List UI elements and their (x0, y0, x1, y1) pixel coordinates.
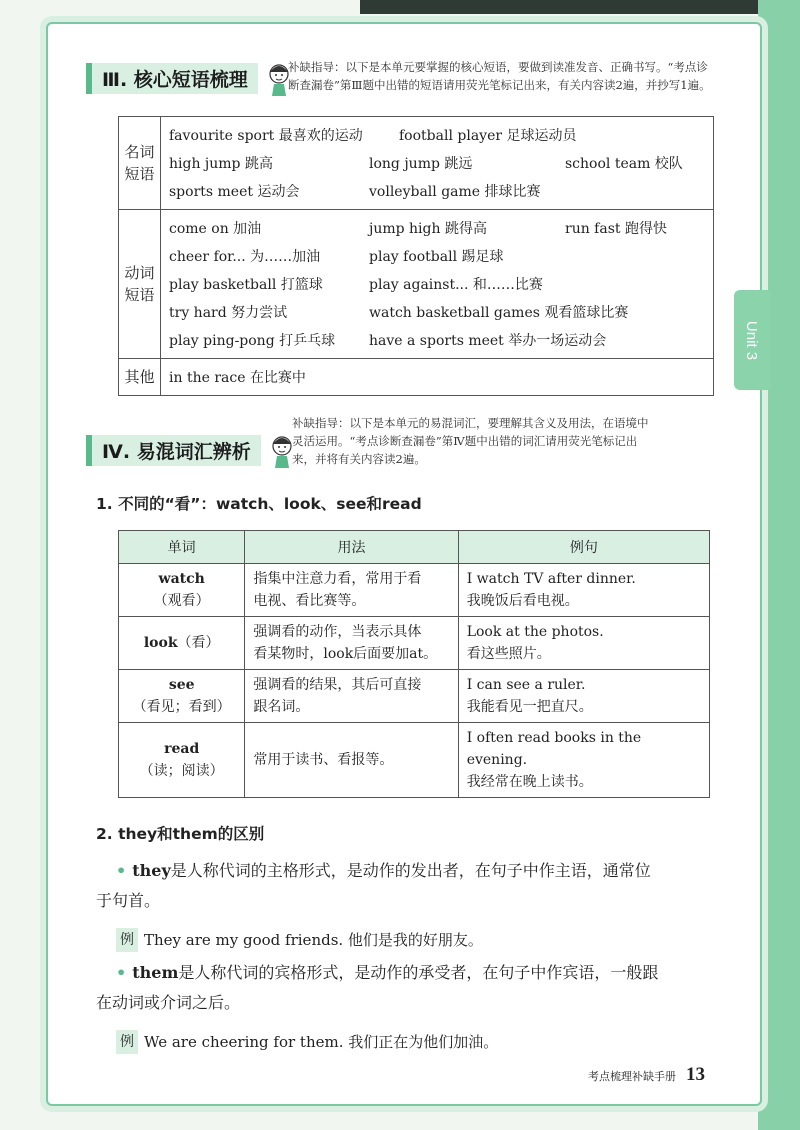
word: watch (158, 571, 205, 587)
phrase: play basketball 打篮球 (169, 277, 323, 293)
phrase-line (169, 177, 705, 205)
example-en: I often read books in the evening. (466, 730, 642, 768)
example-en: I can see a ruler. (466, 677, 586, 693)
category-label: 其他 (124, 368, 155, 386)
point-text: 是人称代词的宾格形式，是动作的承受者，在句子中作宾语，一般跟 (178, 963, 659, 982)
column-header: 例句 (458, 531, 709, 564)
phrase: volleyball game 排球比赛 (369, 184, 541, 200)
column-header: 用法 (245, 531, 458, 564)
phrase: play against... 和……比赛 (369, 277, 543, 293)
word-cell (119, 670, 245, 723)
phrase: school team 校队 (565, 156, 683, 172)
example-cn: 我能看见一把直尺。 (466, 699, 593, 715)
example-cell (458, 723, 709, 798)
phrase-line (169, 214, 705, 242)
section4-title: Ⅳ. 易混词汇辨析 (86, 435, 261, 466)
phrase-cell (161, 359, 714, 396)
example-cell (458, 564, 709, 617)
section4-tip (292, 414, 649, 468)
column-header: 单词 (119, 531, 245, 564)
phrase: high jump 跳高 (169, 156, 273, 172)
phrase: run fast 跑得快 (565, 221, 667, 237)
subheading-1: 1. 不同的“看”：watch、look、see和read (96, 495, 422, 513)
phrase: play ping-pong 打乒乓球 (169, 333, 336, 349)
table-header-row (119, 531, 710, 564)
usage-cell (245, 723, 458, 798)
phrase-line (169, 270, 705, 298)
example-sentence: They are my good friends. 他们是我的好朋友。 (144, 931, 483, 949)
example-tag: 例 (116, 928, 138, 952)
bullet-dot-icon: • (116, 861, 127, 880)
word-meaning: （读；阅读） (139, 763, 224, 779)
usage-line: 电视、看比赛等。 (253, 593, 366, 609)
phrase: favourite sport 最喜欢的运动 (169, 128, 363, 144)
phrase-cell (161, 117, 714, 210)
example-they (116, 928, 483, 952)
phrase: play football 踢足球 (369, 249, 504, 265)
phrase-row-other (119, 359, 714, 396)
bullet-dot-icon: • (116, 963, 127, 982)
top-dark-bar (360, 0, 800, 14)
point-text: 是人称代词的主格形式，是动作的发出者，在句子中作主语，通常位 (170, 861, 651, 880)
phrase-line (169, 326, 705, 354)
table-row (119, 723, 710, 798)
phrase: come on 加油 (169, 221, 262, 237)
key-word: them (132, 963, 179, 982)
section3-tip (288, 58, 711, 94)
word-meaning: （看见；看到） (132, 699, 231, 715)
phrase-line (169, 363, 705, 391)
page-number: 13 (686, 1064, 705, 1085)
phrase-row-noun (119, 117, 714, 210)
tip-line: 补缺指导：以下是本单元要掌握的核心短语，要做到读准发音、正确书写。“考点诊 (288, 60, 708, 74)
page-footer (588, 1064, 705, 1086)
word-cell (119, 564, 245, 617)
section3-header (86, 60, 294, 96)
word-cell (119, 617, 245, 670)
example-en: Look at the photos. (466, 624, 604, 640)
word-cell (119, 723, 245, 798)
usage-line: 指集中注意力看，常用于看 (253, 571, 422, 587)
unit-tab[interactable] (734, 290, 770, 390)
phrase: try hard 努力尝试 (169, 305, 288, 321)
example-en: I watch TV after dinner. (466, 571, 636, 587)
phrase: football player 足球运动员 (399, 128, 577, 144)
tip-line: 补缺指导：以下是本单元的易混词汇，要理解其含义及用法，在语境中 (292, 416, 649, 430)
usage-line: 常用于读书、看报等。 (253, 752, 394, 768)
example-cell (458, 670, 709, 723)
category-label: 短语 (124, 165, 155, 183)
example-sentence: We are cheering for them. 我们正在为他们加油。 (144, 1033, 499, 1051)
table-row (119, 564, 710, 617)
phrase: jump high 跳得高 (369, 221, 487, 237)
footer-title: 考点梳理补缺手册 (588, 1070, 676, 1083)
phrase: have a sports meet 举办一场运动会 (369, 333, 607, 349)
look-words-table (118, 530, 710, 798)
word: look (143, 635, 178, 651)
usage-cell (245, 670, 458, 723)
word-meaning: （观看） (153, 593, 210, 609)
category-cell (119, 117, 161, 210)
usage-cell (245, 564, 458, 617)
example-cell (458, 617, 709, 670)
phrase-cell (161, 210, 714, 359)
point-text: 于句首。 (96, 891, 161, 910)
example-cn: 我经常在晚上读书。 (466, 774, 593, 790)
phrase: watch basketball games 观看篮球比赛 (369, 305, 629, 321)
word-meaning: （看） (177, 635, 220, 651)
category-label: 动词 (124, 264, 155, 282)
phrase-line (169, 121, 705, 149)
usage-line: 强调看的结果，其后可直接 (253, 677, 422, 693)
usage-line: 强调看的动作，当表示具体 (253, 624, 422, 640)
phrase-row-verb (119, 210, 714, 359)
example-cn: 我晚饭后看电视。 (466, 593, 579, 609)
right-edge-strip (758, 0, 800, 1130)
phrase-line (169, 298, 705, 326)
subheading-2: 2. they和them的区别 (96, 825, 265, 843)
phrase-table (118, 116, 714, 396)
category-label: 短语 (124, 286, 155, 304)
usage-line: 跟名词。 (253, 699, 310, 715)
tip-line: 断查漏卷”第Ⅲ题中出错的短语请用荧光笔标记出来，有关内容读2遍，并抄写1遍。 (288, 78, 711, 92)
unit-tab-label: Unit 3 (743, 320, 761, 360)
point-them (96, 958, 720, 1018)
section3-title: Ⅲ. 核心短语梳理 (86, 63, 258, 94)
example-cn: 看这些照片。 (466, 646, 551, 662)
tip-line: 来，并将有关内容读2遍。 (292, 452, 426, 466)
phrase: sports meet 运动会 (169, 184, 300, 200)
section4-header (86, 432, 297, 468)
word: see (168, 677, 195, 693)
phrase-line (169, 242, 705, 270)
usage-line: 看某物时，look后面要加at。 (253, 646, 438, 662)
phrase: cheer for... 为……加油 (169, 249, 321, 265)
key-word: they (132, 861, 171, 880)
table-row (119, 617, 710, 670)
point-text: 在动词或介词之后。 (96, 993, 241, 1012)
phrase: in the race 在比赛中 (169, 370, 306, 386)
category-cell (119, 359, 161, 396)
tip-line: 灵活运用。“考点诊断查漏卷”第Ⅳ题中出错的词汇请用荧光笔标记出 (292, 434, 638, 448)
point-they (96, 856, 720, 916)
category-label: 名词 (124, 143, 155, 161)
table-row (119, 670, 710, 723)
word: read (164, 741, 200, 757)
usage-cell (245, 617, 458, 670)
phrase-line (169, 149, 705, 177)
category-cell (119, 210, 161, 359)
example-them (116, 1030, 498, 1054)
example-tag: 例 (116, 1030, 138, 1054)
phrase: long jump 跳远 (369, 156, 473, 172)
